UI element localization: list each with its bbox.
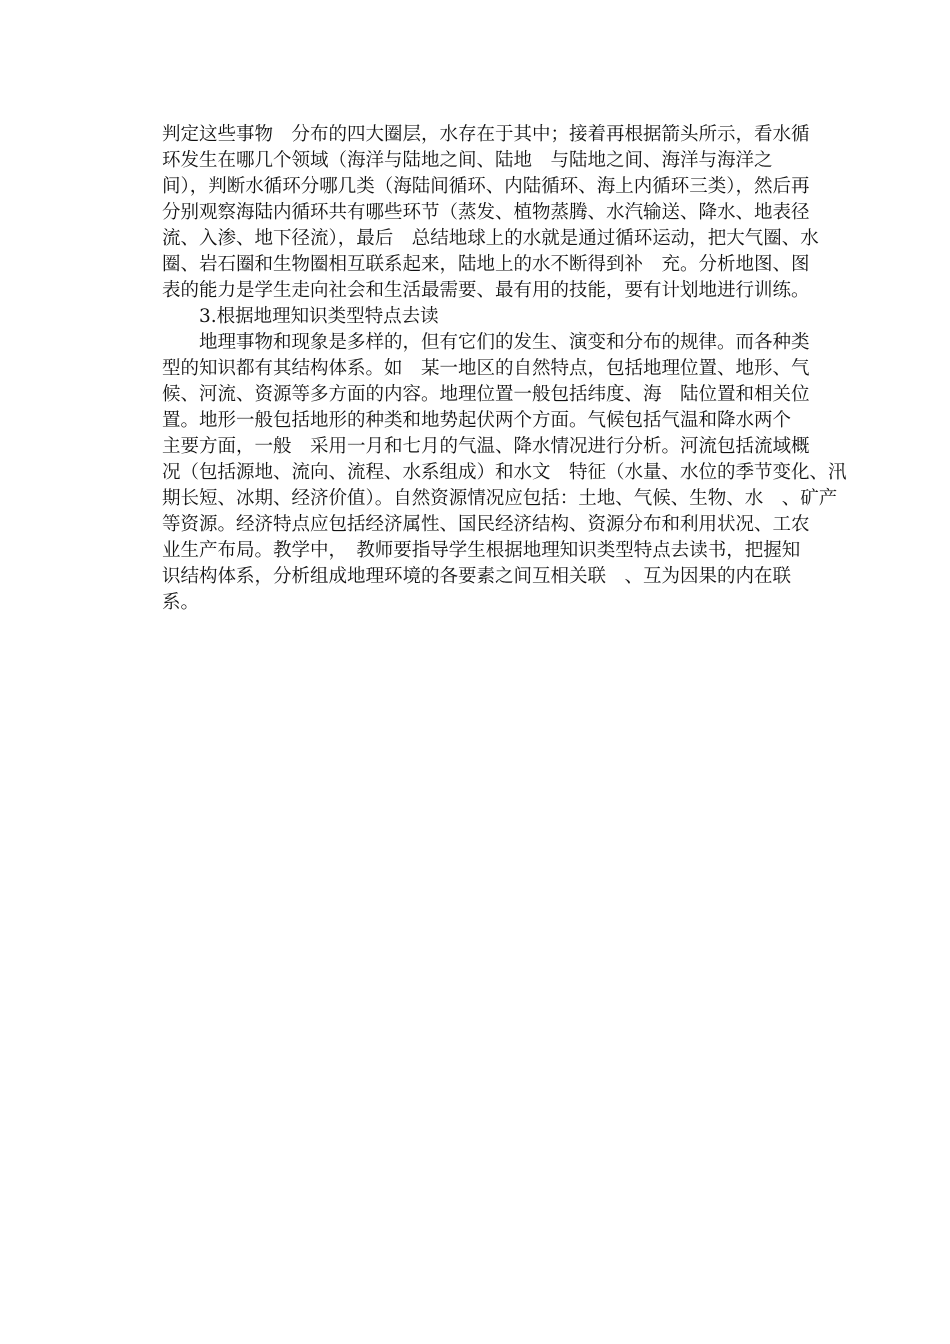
text-line-16: 等资源。经济特点应包括经济属性、国民经济结构、资源分布和利用状况、工农 <box>162 514 810 535</box>
text-line-12: 置。地形一般包括地形的种类和地势起伏两个方面。气候包括气温和降水两个 <box>162 410 792 431</box>
text-line-5: 流、入渗、地下径流），最后 总结地球上的水就是通过循环运动，把大气圈、水 <box>162 228 819 249</box>
text-line-14: 况（包括源地、流向、流程、水系组成）和水文 特征（水量、水位的季节变化、汛 <box>162 462 847 483</box>
text-line-11: 候、河流、资源等多方面的内容。地理位置一般包括纬度、海 陆位置和相关位 <box>162 384 810 405</box>
text-line-15: 期长短、冰期、经济价值）。自然资源情况应包括：土地、气候、生物、水 、矿产 <box>162 488 838 509</box>
text-line-4: 分别观察海陆内循环共有哪些环节（蒸发、植物蒸腾、水汽输送、降水、地表径 <box>162 202 810 223</box>
text-line-6: 圈、岩石圈和生物圈相互联系起来，陆地上的水不断得到补 充。分析地图、图 <box>162 254 810 275</box>
text-line-13: 主要方面，一般 采用一月和七月的气温、降水情况进行分析。河流包括流域概 <box>162 436 810 457</box>
text-line-18: 识结构体系，分析组成地理环境的各要素之间互相关联 、互为因果的内在联 <box>162 566 792 587</box>
text-line-10: 型的知识都有其结构体系。如 某一地区的自然特点，包括地理位置、地形、气 <box>162 358 810 379</box>
text-line-19: 系。 <box>162 592 200 613</box>
text-line-2: 环发生在哪几个领域（海洋与陆地之间、陆地 与陆地之间、海洋与海洋之 <box>162 150 773 171</box>
text-line-7: 表的能力是学生走向社会和生活最需要、最有用的技能，要有计划地进行训练。 <box>162 280 810 301</box>
text-line-1: 判定这些事物 分布的四大圈层，水存在于其中；接着再根据箭头所示，看水循 <box>162 124 810 145</box>
text-line-17: 业生产布局。教学中， 教师要指导学生根据地理知识类型特点去读书，把握知 <box>162 540 801 561</box>
text-line-3: 间），判断水循环分哪几类（海陆间循环、内陆循环、海上内循环三类），然后再 <box>162 176 810 197</box>
document-body <box>162 122 847 616</box>
section-heading: 3.根据地理知识类型特点去读 <box>199 306 439 327</box>
text-line-9: 地理事物和现象是多样的，但有它们的发生、演变和分布的规律。而各种类 <box>199 332 810 353</box>
